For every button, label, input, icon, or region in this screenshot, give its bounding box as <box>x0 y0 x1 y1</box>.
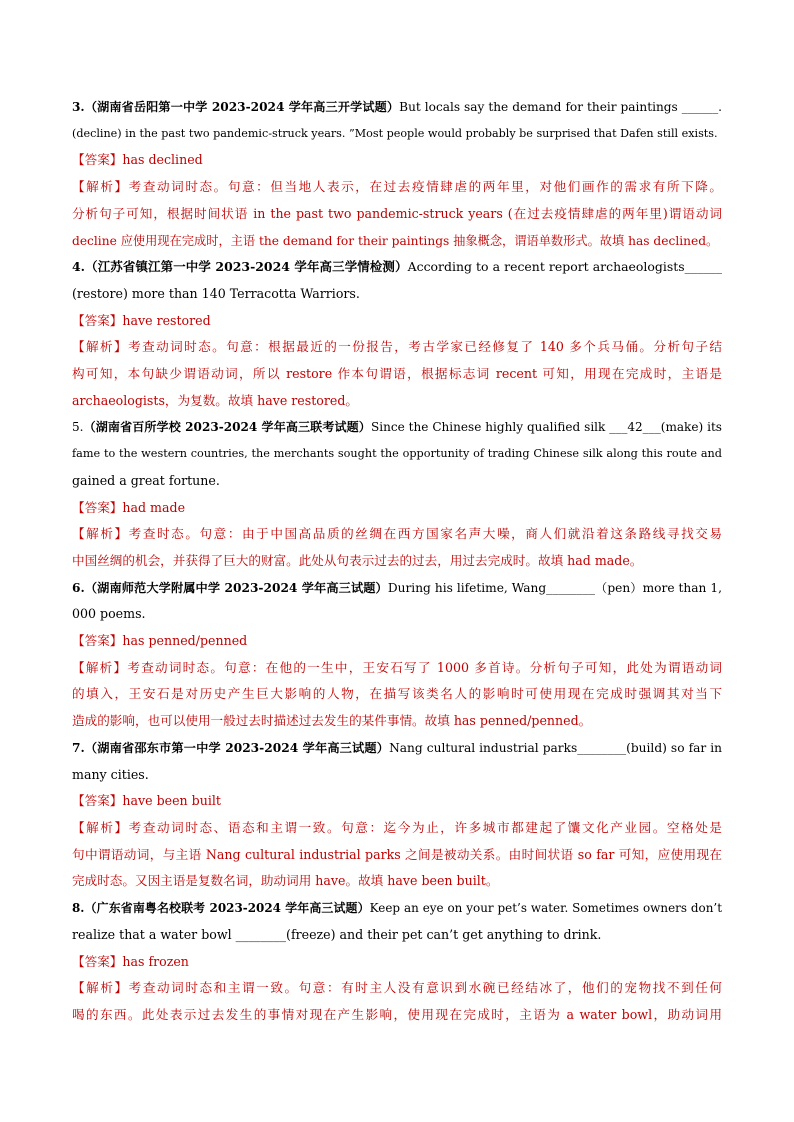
analysis-line: 【解析】考查动词时态。句意：但当地人表示，在过去疫情肆虐的两年里，对他们画作的需求有所下降。 <box>72 179 723 195</box>
analysis-line: 构可知，本句缺少谓语动词，所以 restore 作本句谓语，根据标志词 recent 可知，用现在完成时，主语是 <box>72 366 722 382</box>
answer-line: 【答案】has declined <box>72 152 203 168</box>
question-number: 6. <box>72 580 85 595</box>
question-text: realize that a water bowl ________(freeze) and their pet can’t get anything to drink. <box>72 926 602 942</box>
answer-value: have been built <box>122 793 221 809</box>
question-text: fame to the western countries, the merchants sought the opportunity of trading Chinese silk along this route and <box>72 447 722 461</box>
analysis-line: 【解析】考查时态。句意：由于中国高品质的丝绸在西方国家名声大噪，商人们就沿着这条路线寻找交易 <box>72 526 723 542</box>
question-source: （广东省南粤名校联考 2023-2024 学年高三试题） <box>84 901 370 916</box>
question-text: many cities. <box>72 766 149 782</box>
analysis-line: 完成时态。又因主语是复数名词，助动词用 have。故填 have been built。 <box>72 873 499 889</box>
question-7 <box>72 735 722 895</box>
question-source: （湖南省岳阳第一中学 2023-2024 学年高三开学试题） <box>84 100 400 114</box>
analysis-line: 【解析】考查动词时态、语态和主谓一致。句意：迄今为止，许多城市都建起了馕文化产业园。空格处是 <box>72 819 723 835</box>
analysis-line: 造成的影响，也可以使用一般过去时描述过去发生的某件事情。故填 has penned/penned。 <box>72 713 592 729</box>
question-6 <box>72 575 722 735</box>
question-source: （湖南师范大学附属中学 2023-2024 学年高三试题） <box>84 580 388 595</box>
answer-value: have restored <box>122 312 211 328</box>
answer-value: has frozen <box>122 953 189 969</box>
analysis-line: 分析句子可知，根据时间状语 in the past two pandemic-struck years (在过去疫情肆虐的两年里)谓语动词 <box>72 205 722 221</box>
question-text: 7.（湖南省邵东市第一中学 2023-2024 学年高三试题）Nang cultural industrial parks________(build) so far in <box>72 740 722 755</box>
answer-value: had made <box>122 499 186 515</box>
question-number: 7. <box>72 740 85 755</box>
question-source: （江苏省镇江第一中学 2023-2024 学年高三学情检测） <box>85 259 408 275</box>
question-text: gained a great fortune. <box>72 472 220 488</box>
answer-line: 【答案】have restored <box>72 312 211 328</box>
answer-line: 【答案】has frozen <box>72 953 189 969</box>
question-3 <box>72 94 722 254</box>
analysis-line: 句中谓语动词，与主语 Nang cultural industrial parks 之间是被动关系。由时间状语 so far 可知，应使用现在 <box>72 846 722 862</box>
answer-line: 【答案】has penned/penned <box>72 633 248 649</box>
analysis-line: 【解析】考查动词时态。句意：在他的一生中，王安石写了 1000 多首诗。分析句子可知，此处为谓语动词 <box>72 659 723 675</box>
analysis-line: 【解析】考查动词时态。句意：根据最近的一份报告，考古学家已经修复了 140 多个兵马俑。分析句子结 <box>72 339 723 355</box>
question-text: 8.（广东省南粤名校联考 2023-2024 学年高三试题）Keep an eye on your pet’s water. Sometimes owners don’t <box>72 901 722 916</box>
question-8 <box>72 895 722 1029</box>
question-text: 4.（江苏省镇江第一中学 2023-2024 学年高三学情检测）According to a recent report archaeologists______ <box>72 259 722 275</box>
analysis-line: 喝的东西。此处表示过去发生的事情对现在产生影响，使用现在完成时，主语为 a water bowl，助动词用 <box>72 1006 722 1022</box>
analysis-line: 【解析】考查动词时态和主谓一致。句意：有时主人没有意识到水碗已经结冰了，他们的宠物找不到任何 <box>72 980 723 996</box>
analysis-line: decline 应使用现在完成时，主语 the demand for their paintings 抽象概念，谓语单数形式。故填 has declined。 <box>72 233 719 248</box>
analysis-line: 中国丝绸的机会，并获得了巨大的财富。此处从句表示过去的过去，用过去完成时。故填 had made。 <box>72 552 643 568</box>
answer-value: has declined <box>122 152 203 168</box>
question-text: (decline) in the past two pandemic-struck years. ”Most people would probably be surprised that Dafen still exists. <box>72 126 718 140</box>
question-number: 3. <box>72 100 85 114</box>
question-5 <box>72 414 722 574</box>
question-text: (restore) more than 140 Terracotta Warriors. <box>72 285 360 301</box>
question-source: （湖南省百所学校 2023-2024 学年高三联考试题） <box>83 420 371 435</box>
question-4 <box>72 254 722 414</box>
question-text: 5.（湖南省百所学校 2023-2024 学年高三联考试题）Since the Chinese highly qualified silk ___42___(make) its <box>72 420 722 435</box>
answer-value: has penned/penned <box>122 633 248 649</box>
question-text: 3.（湖南省岳阳第一中学 2023-2024 学年高三开学试题）But locals say the demand for their paintings ______. <box>72 100 722 114</box>
question-text: 6.（湖南师范大学附属中学 2023-2024 学年高三试题）During his lifetime, Wang________（pen）more than 1, <box>72 580 722 595</box>
question-source: （湖南省邵东市第一中学 2023-2024 学年高三试题） <box>84 740 390 755</box>
question-text: 000 poems. <box>72 606 146 622</box>
question-number: 5. <box>72 420 84 435</box>
analysis-line: 的填入，王安石是对历史产生巨大影响的人物，在描写该类名人的影响时可使用现在完成时强调其对当下 <box>72 686 722 702</box>
answer-line: 【答案】have been built <box>72 793 221 809</box>
analysis-line: archaeologists，为复数。故填 have restored。 <box>72 392 358 408</box>
question-number: 8. <box>72 901 85 916</box>
answer-line: 【答案】had made <box>72 499 186 515</box>
document-page <box>72 94 722 1029</box>
question-number: 4. <box>72 259 86 275</box>
